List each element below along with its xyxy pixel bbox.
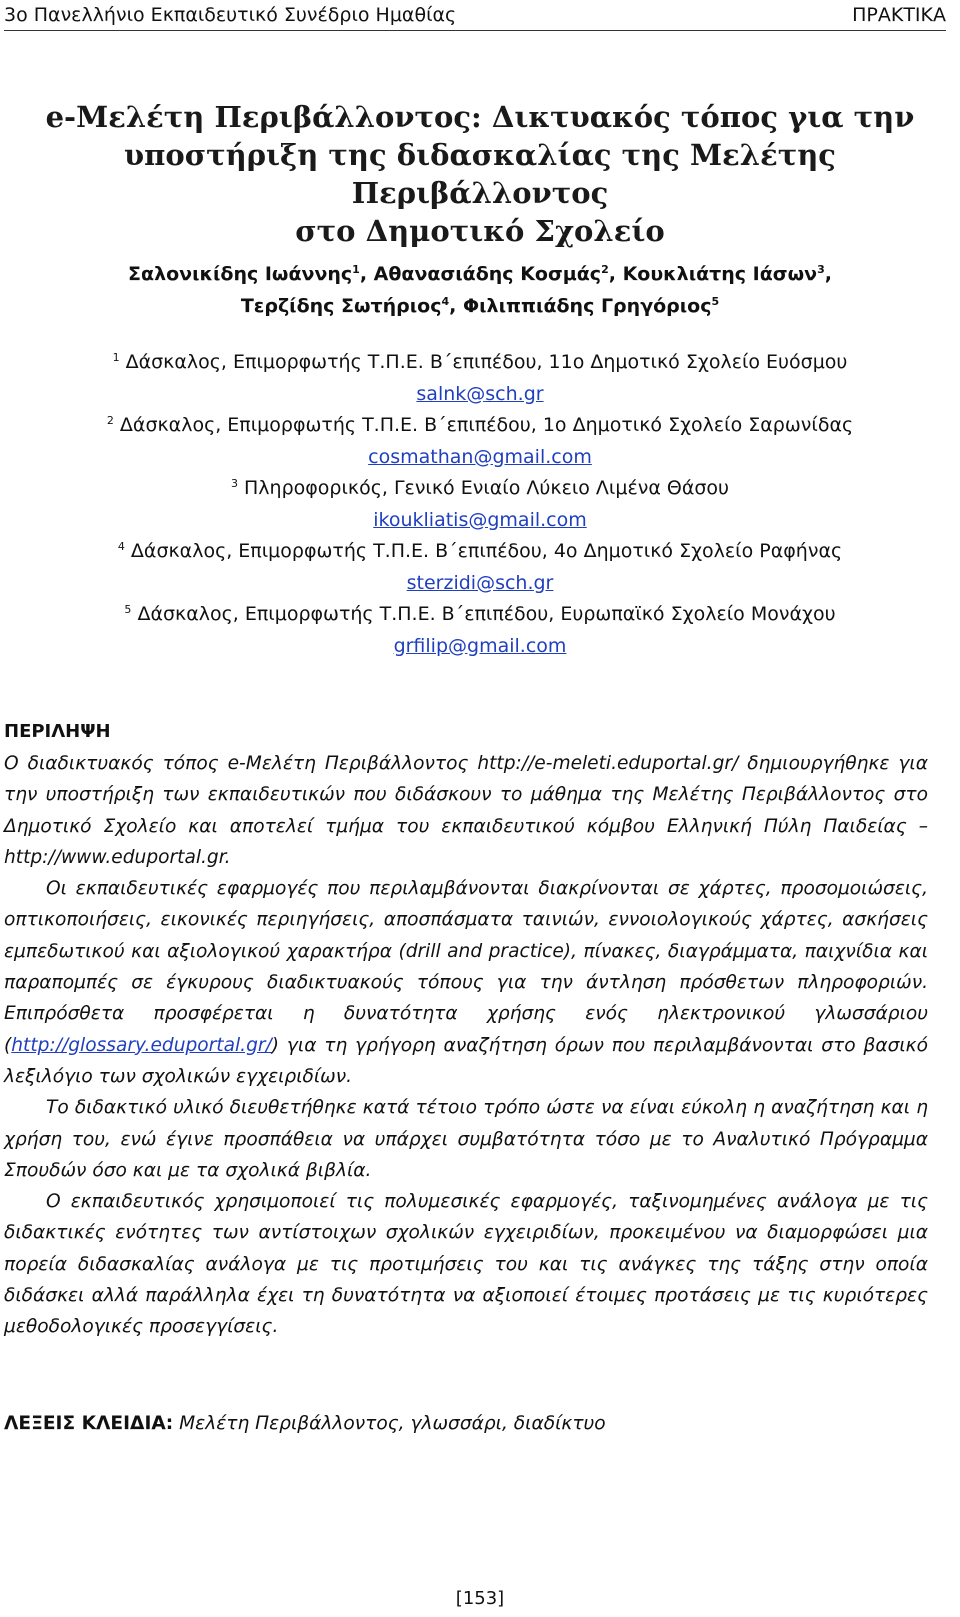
page-number: [153] [455,1588,505,1609]
author-name: Κουκλιάτης Ιάσων [622,263,818,285]
running-header [4,0,946,31]
author-separator: , [449,295,463,317]
affiliation-line [0,347,960,379]
abstract-paragraph: Ο διαδικτυακός τόπος e-Μελέτη Περιβάλλοντος http://e-meleti.eduportal.gr/ δημιουργήθηκε για την υποστήριξη των εκπαιδευτικών που διδάσκουν το μάθημα της Μελέτης Περιβάλλοντος στο Δημοτικό Σχολείο και αποτελεί τμήμα του εκπαιδευτικού κόμβου Ελληνική Πύλη Παιδείας – http://www.eduportal.gr. [4,753,928,868]
abstract-paragraph: Ο εκπαιδευτικός χρησιμοποιεί τις πολυμεσικές εφαρμογές, ταξινομημένες ανάλογα με τις διδακτικές ενότητες των αντίστοιχων σχολικών εγχειριδίων, προκειμένου να διαμορφώσει μια πορεία διδασκαλίας ανάλογα με τις προτιμήσεις του και τις ανάγκες της τάξης στην οποία διδάσκει αλλά παράλληλα έχει τη δυνατότητα να αξιοποιεί έτοιμες προτάσεις με τις κυριότερες μεθοδολογικές προσεγγίσεις. [4,1191,928,1338]
affiliation-line [0,473,960,505]
author-affil-mark: 4 [441,295,450,308]
author-name: Φιλιππιάδης Γρηγόριος [463,295,712,317]
author-affil-mark: 5 [711,295,720,308]
affil-text: Δάσκαλος, Επιμορφωτής Τ.Π.Ε. Β΄επιπέδου, 4ο Δημοτικό Σχολείο Ραφήνας [130,540,843,562]
affil-number: 5 [124,603,132,616]
email-link[interactable]: ikoukliatis@gmail.com [373,508,587,531]
author-separator: , [824,263,832,285]
author-name: Τερζίδης Σωτήριος [240,295,442,317]
affiliation-line [0,410,960,442]
author-line [0,290,960,322]
glossary-link[interactable]: http://glossary.eduportal.gr/ [11,1034,272,1056]
affil-text: Πληροφορικός, Γενικό Ενιαίο Λύκειο Λιμένα Θάσου [244,477,730,499]
keywords-label: ΛΕΞΕΙΣ ΚΛΕΙΔΙΑ: [4,1413,174,1434]
author-line [0,258,960,290]
keywords-line [4,1413,606,1434]
proceedings-label: ΠΡΑΚΤΙΚΑ [852,4,946,26]
email-link[interactable]: grfilip@gmail.com [393,634,567,657]
paper-title [0,98,960,250]
affil-number: 2 [106,414,114,427]
abstract-paragraph: Το διδακτικό υλικό διευθετήθηκε κατά τέτοιο τρόπο ώστε να είναι εύκολη η αναζήτηση και η χρήση του, ενώ έγινε προσπάθεια να υπάρχει συμβατότητα τόσο με το Αναλυτικό Πρόγραμμα Σπουδών όσο και με τα σχολικά βιβλία. [4,1097,928,1181]
abstract-heading: ΠΕΡΙΛΗΨΗ [4,721,111,742]
author-list [0,258,960,322]
email-link[interactable]: cosmathan@gmail.com [368,445,592,468]
paragraph-text: Οι εκπαιδευτικές εφαρμογές που περιλαμβάνονται διακρίνονται σε χάρτες, προσομοιώσεις, οπτικοποιήσεις, εικονικές περιηγήσεις, αποσπάσματα ταινιών, εννοιολογικούς χάρτες, ασκήσεις εμπεδωτικού και αξιολογικού χαρακτήρα (drill and practice), πίνακες, διαγράμματα, παιχνίδια και παραπομπές σε έγκυρους διαδικτυακούς τόπους για την άντληση πρόσθετων πληροφοριών. Επιπρόσθετα προσφέρεται η δυνατότητα χρήσης ενός ηλεκτρονικού γλωσσάριου ( [4,878,928,1056]
affil-text: Δάσκαλος, Επιμορφωτής Τ.Π.Ε. Β΄επιπέδου, 1ο Δημοτικό Σχολείο Σαρωνίδας [119,414,854,436]
paragraph-text: ) για τη γρήγορη αναζήτηση όρων που περιλαμβάνονται στο βασικό λεξιλόγιο των σχολικών εγχειριδίων. [4,1034,928,1087]
email-link[interactable]: sterzidi@sch.gr [406,571,554,594]
affil-number: 4 [117,540,125,553]
author-affil-mark: 3 [817,263,825,276]
author-affil-mark: 2 [601,263,609,276]
abstract-paragraph [4,873,928,1092]
affiliation-list [0,347,960,662]
title-line: υποστήριξη της διδασκαλίας της Μελέτης Περιβάλλοντος [124,138,836,210]
email-link[interactable]: salnk@sch.gr [416,382,544,405]
affiliation-line [0,599,960,631]
affil-text: Δάσκαλος, Επιμορφωτής Τ.Π.Ε. Β΄επιπέδου, Ευρωπαϊκό Σχολείο Μονάχου [137,603,836,625]
title-line: στο Δημοτικό Σχολείο [295,214,665,248]
author-separator: , [608,263,623,285]
keywords-text: Μελέτη Περιβάλλοντος, γλωσσάρι, διαδίκτυο [179,1413,606,1434]
affiliation-line [0,536,960,568]
author-name: Αθανασιάδης Κοσμάς [373,263,602,285]
author-name: Σαλονικίδης Ιωάννης [128,263,353,285]
abstract-body [4,748,928,1343]
title-line: e-Μελέτη Περιβάλλοντος: Δικτυακός τόπος για την [45,100,915,134]
affil-text: Δάσκαλος, Επιμορφωτής Τ.Π.Ε. Β΄επιπέδου, 11ο Δημοτικό Σχολείο Ευόσμου [125,351,848,373]
affil-number: 1 [112,351,120,364]
author-affil-mark: 1 [352,263,360,276]
conference-name: 3ο Πανελλήνιο Εκπαιδευτικό Συνέδριο Ημαθίας [4,4,457,26]
author-separator: , [359,263,374,285]
affil-number: 3 [230,477,238,490]
